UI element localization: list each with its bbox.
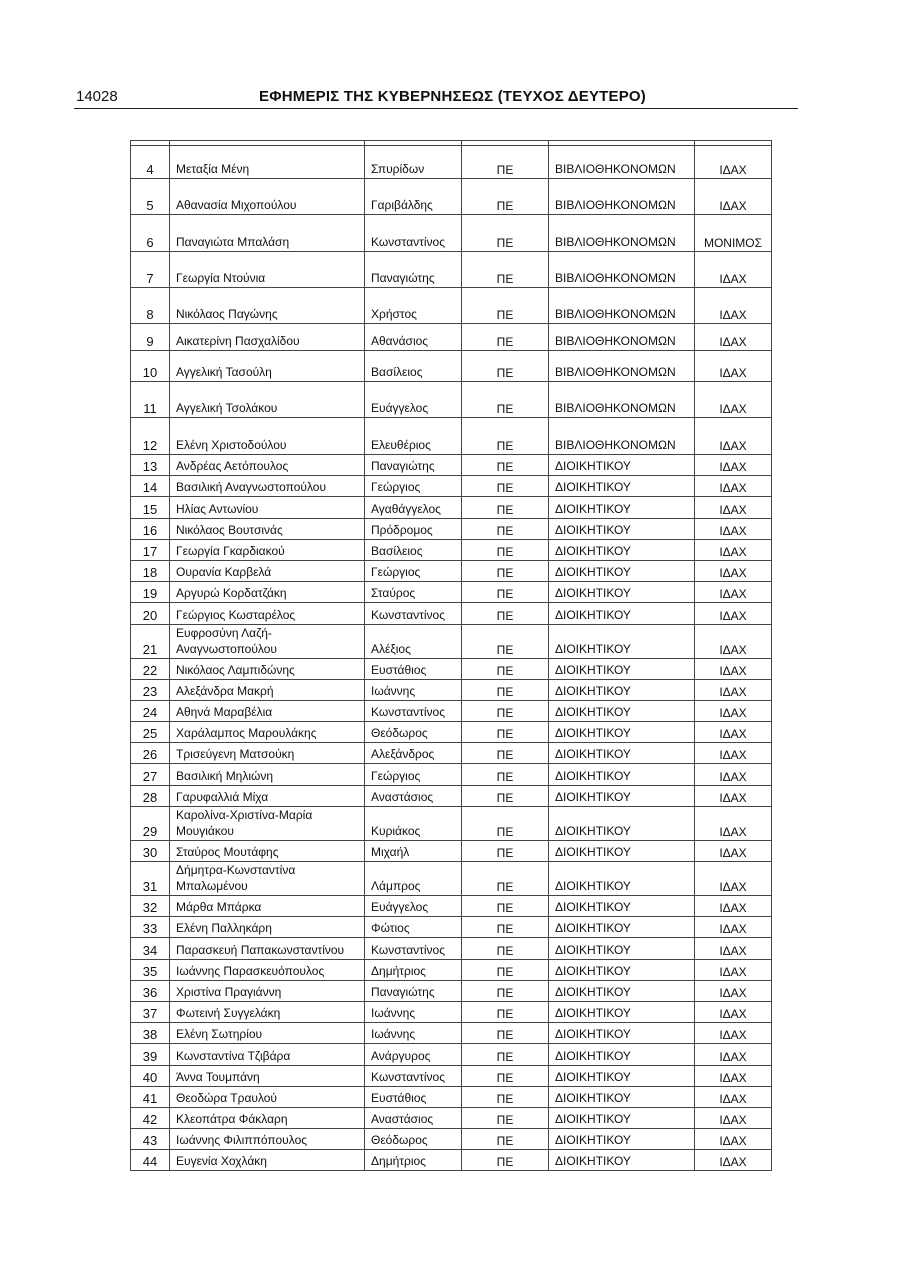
father-name-cell: Χρήστος [365,288,462,324]
employment-relation-cell: ΙΔΑΧ [695,324,772,351]
specialty-cell: ΔΙΟΙΚΗΤΙΚΟΥ [549,1129,695,1150]
father-name-cell: Κωνσταντίνος [365,215,462,252]
row-number-cell: 17 [131,539,170,560]
father-name-cell: Αλεξάνδρος [365,743,462,764]
category-cell: ΠΕ [462,518,549,539]
table-row [131,418,772,455]
employment-relation-cell: ΙΔΑΧ [695,146,772,179]
employment-relation-cell: ΙΔΑΧ [695,1044,772,1065]
specialty-cell: ΔΙΟΙΚΗΤΙΚΟΥ [549,980,695,1001]
specialty-cell: ΒΙΒΛΙΟΘΗΚΟΝΟΜΩΝ [549,215,695,252]
row-number-cell: 16 [131,518,170,539]
father-name-cell: Κυριάκος [365,806,462,840]
employment-relation-cell: ΙΔΑΧ [695,1150,772,1171]
row-number-cell: 33 [131,917,170,938]
employment-relation-cell: ΙΔΑΧ [695,1086,772,1107]
specialty-cell: ΔΙΟΙΚΗΤΙΚΟΥ [549,840,695,861]
full-name-cell: Νικόλαος Λαμπιδώνης [170,658,365,679]
table-row [131,497,772,518]
table-row [131,806,772,840]
employment-relation-cell: ΙΔΑΧ [695,722,772,743]
full-name-cell: Ουρανία Καρβελά [170,560,365,581]
row-number-cell: 18 [131,560,170,581]
row-number-cell: 37 [131,1001,170,1022]
specialty-cell: ΒΙΒΛΙΟΘΗΚΟΝΟΜΩΝ [549,418,695,455]
category-cell: ΠΕ [462,146,549,179]
father-name-cell: Σταύρος [365,582,462,603]
category-cell: ΠΕ [462,382,549,418]
employment-relation-cell: ΙΔΑΧ [695,959,772,980]
table-row [131,658,772,679]
table-row [131,679,772,700]
father-name-cell: Μιχαήλ [365,840,462,861]
full-name-cell: Αγγελική Τασούλη [170,351,365,382]
specialty-cell: ΔΙΟΙΚΗΤΙΚΟΥ [549,1044,695,1065]
table-row [131,840,772,861]
full-name-cell: Ελένη Σωτηρίου [170,1023,365,1044]
row-number-cell: 44 [131,1150,170,1171]
father-name-cell: Αθανάσιος [365,324,462,351]
employment-relation-cell: ΙΔΑΧ [695,785,772,806]
specialty-cell: ΔΙΟΙΚΗΤΙΚΟΥ [549,896,695,917]
father-name-cell: Πρόδρομος [365,518,462,539]
row-number-cell: 41 [131,1086,170,1107]
full-name-cell: Φωτεινή Συγγελάκη [170,1001,365,1022]
category-cell: ΠΕ [462,679,549,700]
father-name-cell: Ιωάννης [365,1001,462,1022]
table-row [131,288,772,324]
father-name-cell: Κωνσταντίνος [365,938,462,959]
father-name-cell: Γεώργιος [365,476,462,497]
header-rule [74,108,798,109]
father-name-cell: Γεώργιος [365,560,462,581]
father-name-cell: Κωνσταντίνος [365,700,462,721]
table-row [131,1044,772,1065]
table-row [131,455,772,476]
full-name-cell: Τρισεύγενη Ματσούκη [170,743,365,764]
table-row [131,324,772,351]
page-header-title: ΕΦΗΜΕΡΙΣ ΤΗΣ ΚΥΒΕΡΝΗΣΕΩΣ (ΤΕΥΧΟΣ ΔΕΥΤΕΡΟ) [259,88,646,105]
specialty-cell: ΔΙΟΙΚΗΤΙΚΟΥ [549,722,695,743]
table-row [131,938,772,959]
specialty-cell: ΔΙΟΙΚΗΤΙΚΟΥ [549,455,695,476]
row-number-cell: 4 [131,146,170,179]
table-row [131,539,772,560]
full-name-cell: Γαρυφαλλιά Μίχα [170,785,365,806]
employment-relation-cell: ΙΔΑΧ [695,603,772,624]
full-name-cell: Ευγενία Χοχλάκη [170,1150,365,1171]
father-name-cell: Ιωάννης [365,679,462,700]
full-name-cell: Γεωργία Ντούνια [170,252,365,288]
specialty-cell: ΔΙΟΙΚΗΤΙΚΟΥ [549,938,695,959]
row-number-cell: 12 [131,418,170,455]
category-cell: ΠΕ [462,624,549,658]
specialty-cell: ΔΙΟΙΚΗΤΙΚΟΥ [549,679,695,700]
specialty-cell: ΔΙΟΙΚΗΤΙΚΟΥ [549,539,695,560]
father-name-cell: Δημήτριος [365,1150,462,1171]
father-name-cell: Ευάγγελος [365,382,462,418]
father-name-cell: Κωνσταντίνος [365,1065,462,1086]
category-cell: ΠΕ [462,959,549,980]
specialty-cell: ΒΙΒΛΙΟΘΗΚΟΝΟΜΩΝ [549,351,695,382]
full-name-cell: Ευφροσύνη Λαζή-Αναγνωστοπούλου [170,624,365,658]
father-name-cell: Αναστάσιος [365,1107,462,1128]
specialty-cell: ΔΙΟΙΚΗΤΙΚΟΥ [549,700,695,721]
row-number-cell: 30 [131,840,170,861]
specialty-cell: ΔΙΟΙΚΗΤΙΚΟΥ [549,560,695,581]
category-cell: ΠΕ [462,806,549,840]
table-row [131,146,772,179]
specialty-cell: ΒΙΒΛΙΟΘΗΚΟΝΟΜΩΝ [549,288,695,324]
row-number-cell: 38 [131,1023,170,1044]
table-row [131,785,772,806]
specialty-cell: ΔΙΟΙΚΗΤΙΚΟΥ [549,806,695,840]
father-name-cell: Ευστάθιος [365,1086,462,1107]
employment-relation-cell: ΙΔΑΧ [695,1129,772,1150]
father-name-cell: Αλέξιος [365,624,462,658]
full-name-cell: Αικατερίνη Πασχαλίδου [170,324,365,351]
specialty-cell: ΔΙΟΙΚΗΤΙΚΟΥ [549,862,695,896]
employment-relation-cell: ΙΔΑΧ [695,917,772,938]
table-row [131,1086,772,1107]
full-name-cell: Κωνσταντίνα Τζιβάρα [170,1044,365,1065]
table-row [131,980,772,1001]
employment-relation-cell: ΙΔΑΧ [695,418,772,455]
category-cell: ΠΕ [462,1150,549,1171]
row-number-cell: 9 [131,324,170,351]
father-name-cell: Φώτιος [365,917,462,938]
employment-relation-cell: ΙΔΑΧ [695,1065,772,1086]
table-row [131,1001,772,1022]
specialty-cell: ΔΙΟΙΚΗΤΙΚΟΥ [549,1086,695,1107]
category-cell: ΠΕ [462,658,549,679]
specialty-cell: ΔΙΟΙΚΗΤΙΚΟΥ [549,1023,695,1044]
father-name-cell: Θεόδωρος [365,722,462,743]
employment-relation-cell: ΙΔΑΧ [695,382,772,418]
employment-relation-cell: ΜΟΝΙΜΟΣ [695,215,772,252]
row-number-cell: 15 [131,497,170,518]
row-number-cell: 5 [131,179,170,215]
employment-relation-cell: ΙΔΑΧ [695,252,772,288]
table-row [131,743,772,764]
table-row [131,382,772,418]
row-number-cell: 22 [131,658,170,679]
category-cell: ΠΕ [462,785,549,806]
employment-relation-cell: ΙΔΑΧ [695,764,772,785]
category-cell: ΠΕ [462,722,549,743]
table-row [131,917,772,938]
table-row [131,252,772,288]
row-number-cell: 24 [131,700,170,721]
row-number-cell: 20 [131,603,170,624]
row-number-cell: 40 [131,1065,170,1086]
employment-relation-cell: ΙΔΑΧ [695,179,772,215]
father-name-cell: Ιωάννης [365,1023,462,1044]
full-name-cell: Ιωάννης Παρασκευόπουλος [170,959,365,980]
father-name-cell: Παναγιώτης [365,455,462,476]
row-number-cell: 7 [131,252,170,288]
employment-relation-cell: ΙΔΑΧ [695,288,772,324]
employment-relation-cell: ΙΔΑΧ [695,700,772,721]
father-name-cell: Βασίλειος [365,539,462,560]
full-name-cell: Μεταξία Μένη [170,146,365,179]
row-number-cell: 29 [131,806,170,840]
father-name-cell: Γεώργιος [365,764,462,785]
row-number-cell: 39 [131,1044,170,1065]
full-name-cell: Σταύρος Μουτάφης [170,840,365,861]
category-cell: ΠΕ [462,1086,549,1107]
table-row [131,624,772,658]
employment-relation-cell: ΙΔΑΧ [695,351,772,382]
employment-relation-cell: ΙΔΑΧ [695,658,772,679]
category-cell: ΠΕ [462,896,549,917]
specialty-cell: ΔΙΟΙΚΗΤΙΚΟΥ [549,959,695,980]
specialty-cell: ΔΙΟΙΚΗΤΙΚΟΥ [549,917,695,938]
employment-relation-cell: ΙΔΑΧ [695,624,772,658]
full-name-cell: Βασιλική Αναγνωστοπούλου [170,476,365,497]
row-number-cell: 34 [131,938,170,959]
employment-relation-cell: ΙΔΑΧ [695,518,772,539]
full-name-cell: Αλεξάνδρα Μακρή [170,679,365,700]
father-name-cell: Αναστάσιος [365,785,462,806]
father-name-cell: Κωνσταντίνος [365,603,462,624]
specialty-cell: ΔΙΟΙΚΗΤΙΚΟΥ [549,743,695,764]
row-number-cell: 14 [131,476,170,497]
full-name-cell: Αγγελική Τσολάκου [170,382,365,418]
employment-relation-cell: ΙΔΑΧ [695,896,772,917]
category-cell: ΠΕ [462,980,549,1001]
table-row [131,1129,772,1150]
category-cell: ΠΕ [462,743,549,764]
specialty-cell: ΒΙΒΛΙΟΘΗΚΟΝΟΜΩΝ [549,252,695,288]
row-number-cell: 25 [131,722,170,743]
table-row [131,351,772,382]
specialty-cell: ΔΙΟΙΚΗΤΙΚΟΥ [549,518,695,539]
table-row [131,1150,772,1171]
father-name-cell: Ελευθέριος [365,418,462,455]
specialty-cell: ΔΙΟΙΚΗΤΙΚΟΥ [549,497,695,518]
category-cell: ΠΕ [462,560,549,581]
full-name-cell: Χαράλαμπος Μαρουλάκης [170,722,365,743]
specialty-cell: ΔΙΟΙΚΗΤΙΚΟΥ [549,1065,695,1086]
row-number-cell: 21 [131,624,170,658]
specialty-cell: ΔΙΟΙΚΗΤΙΚΟΥ [549,785,695,806]
row-number-cell: 26 [131,743,170,764]
specialty-cell: ΔΙΟΙΚΗΤΙΚΟΥ [549,624,695,658]
full-name-cell: Ιωάννης Φιλιππόπουλος [170,1129,365,1150]
father-name-cell: Παναγιώτης [365,252,462,288]
table-row [131,215,772,252]
full-name-cell: Κλεοπάτρα Φάκλαρη [170,1107,365,1128]
employment-relation-cell: ΙΔΑΧ [695,497,772,518]
full-name-cell: Ελένη Παλληκάρη [170,917,365,938]
full-name-cell: Παναγιώτα Μπαλάση [170,215,365,252]
row-number-cell: 28 [131,785,170,806]
row-number-cell: 32 [131,896,170,917]
category-cell: ΠΕ [462,418,549,455]
row-number-cell: 31 [131,862,170,896]
table-row [131,518,772,539]
table-row [131,560,772,581]
father-name-cell: Αγαθάγγελος [365,497,462,518]
employment-relation-cell: ΙΔΑΧ [695,455,772,476]
page-number: 14028 [76,88,118,105]
employment-relation-cell: ΙΔΑΧ [695,1107,772,1128]
specialty-cell: ΒΙΒΛΙΟΘΗΚΟΝΟΜΩΝ [549,146,695,179]
table-row [131,476,772,497]
full-name-cell: Θεοδώρα Τραυλού [170,1086,365,1107]
full-name-cell: Ηλίας Αντωνίου [170,497,365,518]
category-cell: ΠΕ [462,700,549,721]
row-number-cell: 10 [131,351,170,382]
row-number-cell: 19 [131,582,170,603]
employment-relation-cell: ΙΔΑΧ [695,560,772,581]
row-number-cell: 35 [131,959,170,980]
row-number-cell: 43 [131,1129,170,1150]
father-name-cell: Βασίλειος [365,351,462,382]
father-name-cell: Σπυρίδων [365,146,462,179]
category-cell: ΠΕ [462,497,549,518]
category-cell: ΠΕ [462,840,549,861]
father-name-cell: Λάμπρος [365,862,462,896]
category-cell: ΠΕ [462,179,549,215]
table-row [131,1107,772,1128]
category-cell: ΠΕ [462,1129,549,1150]
category-cell: ΠΕ [462,582,549,603]
row-number-cell: 23 [131,679,170,700]
employment-relation-cell: ΙΔΑΧ [695,539,772,560]
specialty-cell: ΒΙΒΛΙΟΘΗΚΟΝΟΜΩΝ [549,382,695,418]
category-cell: ΠΕ [462,476,549,497]
specialty-cell: ΒΙΒΛΙΟΘΗΚΟΝΟΜΩΝ [549,324,695,351]
category-cell: ΠΕ [462,1023,549,1044]
full-name-cell: Αθηνά Μαραβέλια [170,700,365,721]
father-name-cell: Ευάγγελος [365,896,462,917]
full-name-cell: Μάρθα Μπάρκα [170,896,365,917]
category-cell: ΠΕ [462,252,549,288]
specialty-cell: ΔΙΟΙΚΗΤΙΚΟΥ [549,582,695,603]
employment-relation-cell: ΙΔΑΧ [695,840,772,861]
full-name-cell: Γεωργία Γκαρδιακού [170,539,365,560]
table-row [131,700,772,721]
table-row [131,1065,772,1086]
row-number-cell: 13 [131,455,170,476]
father-name-cell: Δημήτριος [365,959,462,980]
employment-relation-cell: ΙΔΑΧ [695,1001,772,1022]
employment-relation-cell: ΙΔΑΧ [695,980,772,1001]
employment-relation-cell: ΙΔΑΧ [695,806,772,840]
category-cell: ΠΕ [462,288,549,324]
full-name-cell: Γεώργιος Κωσταρέλος [170,603,365,624]
full-name-cell: Παρασκευή Παπακωνσταντίνου [170,938,365,959]
specialty-cell: ΔΙΟΙΚΗΤΙΚΟΥ [549,764,695,785]
table-row [131,1023,772,1044]
table-row [131,179,772,215]
category-cell: ΠΕ [462,455,549,476]
full-name-cell: Δήμητρα-Κωνσταντίνα Μπαλωμένου [170,862,365,896]
specialty-cell: ΔΙΟΙΚΗΤΙΚΟΥ [549,603,695,624]
employment-relation-cell: ΙΔΑΧ [695,743,772,764]
full-name-cell: Άννα Τουμπάνη [170,1065,365,1086]
employment-relation-cell: ΙΔΑΧ [695,938,772,959]
employment-relation-cell: ΙΔΑΧ [695,582,772,603]
row-number-cell: 36 [131,980,170,1001]
table-row [131,603,772,624]
category-cell: ΠΕ [462,215,549,252]
category-cell: ΠΕ [462,862,549,896]
table-row [131,959,772,980]
full-name-cell: Αργυρώ Κορδατζάκη [170,582,365,603]
father-name-cell: Παναγιώτης [365,980,462,1001]
row-number-cell: 42 [131,1107,170,1128]
category-cell: ΠΕ [462,1044,549,1065]
specialty-cell: ΔΙΟΙΚΗΤΙΚΟΥ [549,1150,695,1171]
father-name-cell: Ανάργυρος [365,1044,462,1065]
specialty-cell: ΔΙΟΙΚΗΤΙΚΟΥ [549,476,695,497]
category-cell: ΠΕ [462,1001,549,1022]
row-number-cell: 11 [131,382,170,418]
specialty-cell: ΒΙΒΛΙΟΘΗΚΟΝΟΜΩΝ [549,179,695,215]
category-cell: ΠΕ [462,351,549,382]
full-name-cell: Νικόλαος Παγώνης [170,288,365,324]
table-row [131,722,772,743]
specialty-cell: ΔΙΟΙΚΗΤΙΚΟΥ [549,658,695,679]
specialty-cell: ΔΙΟΙΚΗΤΙΚΟΥ [549,1107,695,1128]
row-number-cell: 6 [131,215,170,252]
category-cell: ΠΕ [462,539,549,560]
father-name-cell: Γαριβάλδης [365,179,462,215]
employment-relation-cell: ΙΔΑΧ [695,679,772,700]
employment-relation-cell: ΙΔΑΧ [695,476,772,497]
category-cell: ΠΕ [462,603,549,624]
row-number-cell: 27 [131,764,170,785]
full-name-cell: Χριστίνα Πραγιάννη [170,980,365,1001]
employment-relation-cell: ΙΔΑΧ [695,862,772,896]
full-name-cell: Ανδρέας Αετόπουλος [170,455,365,476]
category-cell: ΠΕ [462,938,549,959]
personnel-table-body [131,141,772,1171]
category-cell: ΠΕ [462,764,549,785]
personnel-table [130,140,772,1171]
specialty-cell: ΔΙΟΙΚΗΤΙΚΟΥ [549,1001,695,1022]
full-name-cell: Ελένη Χριστοδούλου [170,418,365,455]
father-name-cell: Ευστάθιος [365,658,462,679]
table-row [131,896,772,917]
table-row [131,764,772,785]
category-cell: ΠΕ [462,1107,549,1128]
full-name-cell: Νικόλαος Βουτσινάς [170,518,365,539]
category-cell: ΠΕ [462,917,549,938]
table-row [131,862,772,896]
table-row [131,582,772,603]
row-number-cell: 8 [131,288,170,324]
category-cell: ΠΕ [462,1065,549,1086]
full-name-cell: Αθανασία Μιχοπούλου [170,179,365,215]
category-cell: ΠΕ [462,324,549,351]
employment-relation-cell: ΙΔΑΧ [695,1023,772,1044]
father-name-cell: Θεόδωρος [365,1129,462,1150]
full-name-cell: Καρολίνα-Χριστίνα-Μαρία Μουγιάκου [170,806,365,840]
full-name-cell: Βασιλική Μηλιώνη [170,764,365,785]
